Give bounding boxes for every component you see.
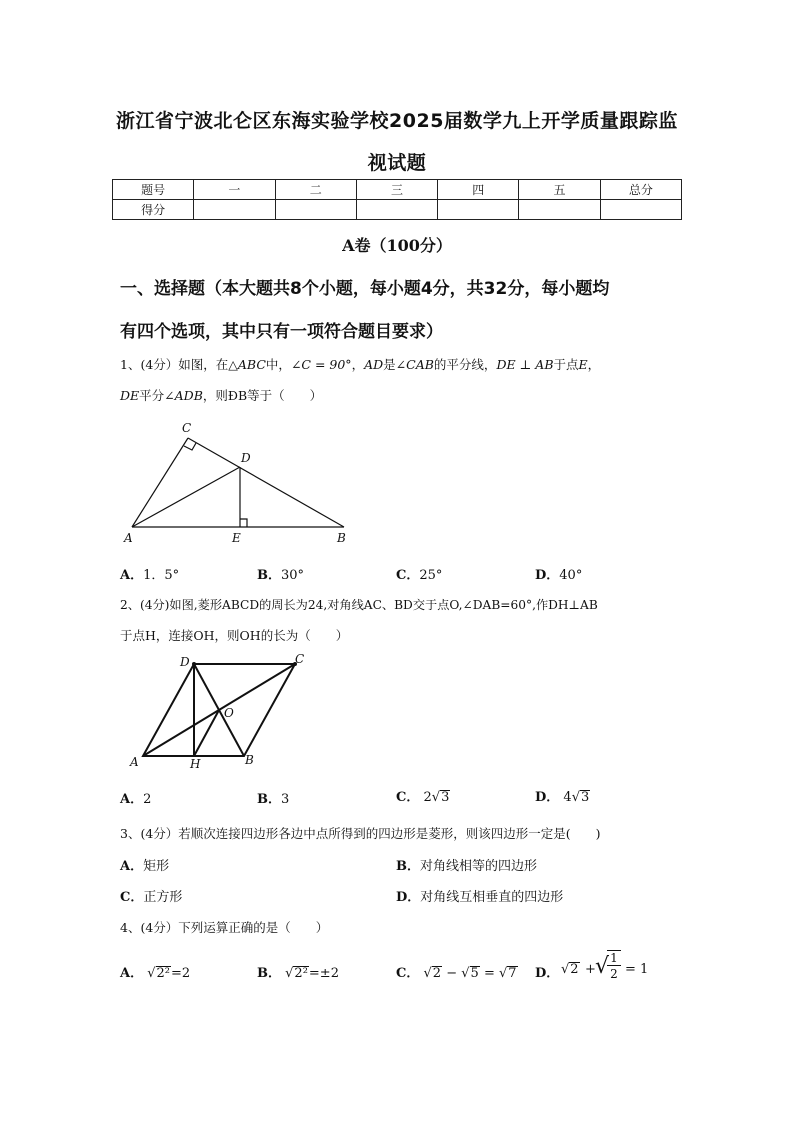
score-table-header-cell: 一 bbox=[194, 180, 275, 200]
q4-option-c[interactable]: C． √2 − √5 = √7 bbox=[396, 966, 517, 981]
q1-text: ， bbox=[351, 357, 365, 372]
score-table-header-cell: 四 bbox=[438, 180, 519, 200]
option-text: 正方形 bbox=[143, 890, 183, 905]
q1-math-angle-cab: ∠CAB bbox=[395, 357, 434, 372]
q2-label-o: O bbox=[224, 706, 234, 720]
option-operator: − bbox=[446, 966, 458, 981]
q1-label-e: E bbox=[232, 531, 241, 545]
section-one-heading-line2: 有四个选项，其中只有一项符合题目要求） bbox=[120, 322, 443, 342]
q2-point-d bbox=[192, 662, 196, 666]
score-cell[interactable] bbox=[275, 200, 356, 220]
option-text: 对角线互相垂直的四边形 bbox=[420, 890, 564, 905]
option-equals: = bbox=[483, 966, 495, 981]
q1-math-de: DE bbox=[120, 388, 140, 403]
score-table-row-label: 得分 bbox=[113, 200, 194, 220]
q2-label-a: A bbox=[130, 755, 139, 769]
q1-prefix: 1、(4分）如图，在 bbox=[120, 357, 229, 372]
option-text: 40° bbox=[559, 568, 583, 583]
option-operator: + bbox=[585, 962, 596, 977]
option-radicand: 2² bbox=[294, 966, 308, 981]
q1-segment-ad bbox=[132, 467, 240, 527]
option-letter: D． bbox=[396, 890, 421, 905]
q2-label-c: C bbox=[295, 652, 305, 666]
option-radicand-group: √2 bbox=[561, 962, 579, 977]
q1-math-angle-adb: ∠ADB bbox=[164, 388, 203, 403]
q2-option-d[interactable]: D． 4√3 bbox=[535, 790, 590, 805]
option-text: 30° bbox=[281, 568, 305, 583]
q1-option-c[interactable] bbox=[396, 564, 442, 583]
option-letter: B． bbox=[257, 792, 281, 807]
q1-text: 平分 bbox=[139, 388, 165, 403]
option-letter: D． bbox=[535, 790, 560, 805]
q1-text: ， bbox=[587, 357, 601, 372]
option-radicand: 2 bbox=[432, 966, 442, 981]
q1-text: 的平分线， bbox=[433, 357, 497, 372]
option-letter: A． bbox=[120, 568, 144, 583]
option-text: 1．5° bbox=[143, 568, 180, 583]
option-radicand: 3 bbox=[581, 790, 590, 805]
q1-text: 于点 bbox=[553, 357, 579, 372]
q2-label-h: H bbox=[190, 757, 201, 771]
q4-option-a[interactable]: A． √2²=2 bbox=[120, 966, 191, 981]
option-fraction-numerator: 1 bbox=[607, 950, 621, 966]
option-letter: C． bbox=[120, 890, 144, 905]
score-table bbox=[112, 179, 682, 220]
score-table-header-cell: 二 bbox=[275, 180, 356, 200]
option-letter: D． bbox=[535, 966, 560, 981]
option-text: 2 bbox=[143, 792, 152, 807]
q1-figure bbox=[118, 418, 358, 546]
q1-option-b[interactable] bbox=[257, 564, 304, 583]
option-text: 25° bbox=[419, 568, 443, 583]
document-title-line2: 视试题 bbox=[367, 152, 427, 174]
q2-option-a[interactable] bbox=[120, 788, 151, 807]
q1-option-a[interactable] bbox=[120, 564, 179, 583]
option-radicand: 2² bbox=[156, 966, 170, 981]
option-letter: B． bbox=[396, 859, 420, 874]
option-radicand: 2 bbox=[570, 962, 579, 977]
q3-stem: 3、(4分）若顺次连接四边形各边中点所得到的四边形是菱形，则该四边形一定是( ) bbox=[120, 826, 601, 841]
score-cell[interactable] bbox=[356, 200, 437, 220]
q2-figure bbox=[124, 650, 314, 772]
q1-text: 是 bbox=[383, 357, 396, 372]
q1-text: 中， bbox=[265, 357, 291, 372]
score-table-header-cell: 五 bbox=[519, 180, 600, 200]
option-text: 矩形 bbox=[143, 859, 170, 874]
score-table-header-cell: 总分 bbox=[600, 180, 681, 200]
q1-stem-line2 bbox=[120, 386, 322, 404]
option-coef: 2 bbox=[423, 790, 432, 805]
option-equals: = 1 bbox=[625, 962, 649, 977]
score-table-header-row bbox=[113, 180, 682, 200]
option-radicand: 7 bbox=[508, 966, 517, 981]
score-cell[interactable] bbox=[600, 200, 681, 220]
score-cell[interactable] bbox=[438, 200, 519, 220]
q1-option-d[interactable] bbox=[535, 564, 582, 583]
option-text: =±2 bbox=[308, 966, 339, 981]
section-one-heading-line1: 一、选择题（本大题共8个小题，每小题4分，共32分，每小题均 bbox=[120, 279, 610, 299]
option-text: 3 bbox=[281, 792, 290, 807]
q3-option-d[interactable] bbox=[396, 886, 563, 905]
option-letter: D． bbox=[535, 568, 560, 583]
q2-stem-line2: 于点H，连接OH，则OH的长为（ ） bbox=[120, 628, 349, 643]
q2-option-b[interactable] bbox=[257, 788, 289, 807]
option-fraction-denominator: 2 bbox=[610, 967, 618, 981]
q3-option-c[interactable] bbox=[120, 886, 182, 905]
score-table-header-cell: 三 bbox=[356, 180, 437, 200]
q1-label-a: A bbox=[124, 531, 133, 545]
q1-math-angle-c: ∠C = 90° bbox=[290, 357, 352, 372]
q1-math-e: E bbox=[578, 357, 588, 372]
option-text: 对角线相等的四边形 bbox=[420, 859, 538, 874]
option-letter: B． bbox=[257, 568, 281, 583]
q1-math-de-perp-ab: DE ⊥ AB bbox=[496, 357, 554, 372]
score-table-header-cell: 题号 bbox=[113, 180, 194, 200]
q1-segment-ac bbox=[132, 438, 188, 527]
option-letter: A． bbox=[120, 966, 144, 981]
q1-math-ad: AD bbox=[364, 357, 384, 372]
q1-math-triangle: △ABC bbox=[228, 357, 266, 372]
option-radicand: 5 bbox=[470, 966, 479, 981]
option-letter: A． bbox=[120, 859, 144, 874]
q1-right-angle-c bbox=[184, 443, 196, 450]
q2-label-d: D bbox=[180, 655, 190, 669]
q4-stem: 4、(4分）下列运算正确的是（ ） bbox=[120, 920, 329, 935]
q1-text: ，则ÐB等于（ ） bbox=[202, 388, 323, 403]
option-radicand: 3 bbox=[441, 790, 450, 805]
q1-label-d: D bbox=[241, 451, 251, 465]
option-letter: C． bbox=[396, 568, 420, 583]
q1-right-angle-e bbox=[240, 519, 247, 527]
q3-option-b[interactable] bbox=[396, 855, 537, 874]
section-a-heading: A卷（100分） bbox=[342, 236, 452, 255]
radical-sign-icon: √ bbox=[595, 954, 610, 979]
q1-label-b: B bbox=[337, 531, 346, 545]
option-letter: C． bbox=[396, 790, 420, 805]
score-cell[interactable] bbox=[194, 200, 275, 220]
option-letter: A． bbox=[120, 792, 144, 807]
option-text: =2 bbox=[171, 966, 191, 981]
option-letter: C． bbox=[396, 966, 420, 981]
option-letter: B． bbox=[257, 966, 281, 981]
q1-label-c: C bbox=[182, 421, 192, 435]
q2-option-c[interactable]: C． 2√3 bbox=[396, 790, 450, 805]
q4-option-b[interactable]: B． √2²=±2 bbox=[257, 966, 339, 981]
q1-stem-line1 bbox=[120, 355, 600, 373]
document-title-line1: 浙江省宁波北仑区东海实验学校2025届数学九上开学质量跟踪监 bbox=[116, 110, 678, 132]
option-coef: 4 bbox=[563, 790, 572, 805]
q2-stem-line1: 2、(4分)如图,菱形ABCD的周长为24,对角线AC、BD交于点O,∠DAB=60°,作DH⊥AB bbox=[120, 598, 598, 612]
q3-option-a[interactable] bbox=[120, 855, 169, 874]
score-cell[interactable] bbox=[519, 200, 600, 220]
score-table-score-row bbox=[113, 200, 682, 220]
q2-label-b: B bbox=[245, 753, 254, 767]
